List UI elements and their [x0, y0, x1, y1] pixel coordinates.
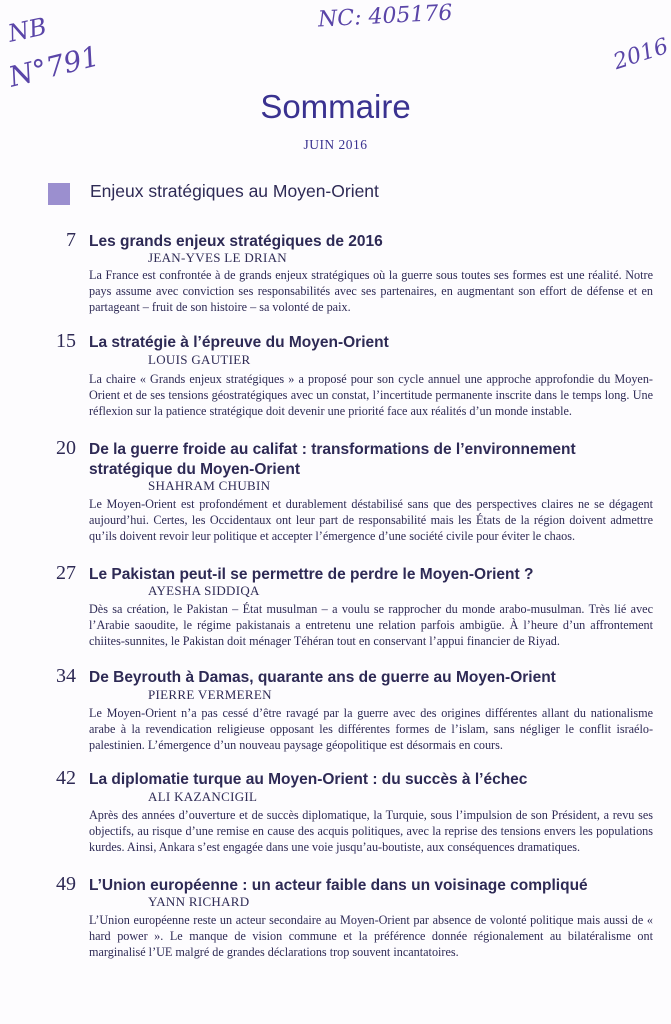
entry-title[interactable]: L’Union européenne : un acteur faible dans un voisinage compliqué — [89, 877, 588, 894]
page-title: Sommaire — [260, 88, 411, 125]
entry-page-number: 49 — [56, 873, 76, 895]
entry-page-number: 27 — [56, 562, 76, 584]
entry-title[interactable]: Le Pakistan peut-il se permettre de perdre le Moyen-Orient ? — [89, 566, 534, 583]
entry-page-number: 42 — [56, 767, 76, 789]
entry-abstract: Après des années d’ouverture et de succès diplomatique, la Turquie, sous l’impulsion de son Président, a revu ses objectifs, au risque d’une remise en cause des acquis politiques, avec la reprise des tensions envers les populations kurdes. Ainsi, Ankara s’est engagée dans une voie jusqu’au-boutiste, aux conséquences dramatiques. — [89, 808, 653, 854]
entry-title[interactable]: La diplomatie turque au Moyen-Orient : du succès à l’échec — [89, 771, 528, 788]
entry-title[interactable]: De Beyrouth à Damas, quarante ans de guerre au Moyen-Orient — [89, 669, 556, 686]
entry-author: SHAHRAM CHUBIN — [148, 478, 271, 493]
section-marker-square — [48, 183, 70, 205]
entry-author: ALI KAZANCIGIL — [148, 789, 258, 804]
handwritten-note-year: 2016 — [610, 33, 671, 76]
entry-author: PIERRE VERMEREN — [148, 687, 272, 702]
handwritten-note-nb: NB — [5, 12, 50, 48]
entry-abstract: Le Moyen-Orient est profondément et durablement déstabilisé sans que des perspectives claires ne se dégagent aujourd’hui. Certes, les Occidentaux ont leur part de responsabilité mais les États de la région doivent admettre qu’ils doivent revoir leur politique et accepter l’émergence d’une société civile pour éviter le chaos. — [89, 497, 653, 543]
entry-abstract: La France est confrontée à de grands enjeux stratégiques où la guerre sous toutes ses formes est une réalité. Notre pays assume avec conviction ses responsabilités avec ses partenaires, en augmentant son effort de défense et en partageant – fruit de son histoire – sa volonté de paix. — [89, 268, 653, 314]
entry-abstract: L’Union européenne reste un acteur secondaire au Moyen-Orient par absence de volonté politique mais aussi de « hard power ». Le manque de vision commune et la préférence donnée régionalement au bilatéralisme ont marginalisé l’UE malgré de grandes déclarations trop souvent incantatoires. — [89, 913, 653, 959]
entry-abstract: Le Moyen-Orient n’a pas cessé d’être ravagé par la guerre avec des origines différentes allant du nationalisme arabe à la revendication religieuse opposant les différentes formes de l’islam, sans négliger le conflit israélo-palestinien. L’émergence d’un nouveau paysage géopolitique est désormais en cours. — [89, 706, 653, 752]
entry-author: AYESHA SIDDIQA — [148, 583, 260, 598]
entry-page-number: 34 — [56, 665, 76, 687]
entry-title[interactable]: Les grands enjeux stratégiques de 2016 — [89, 233, 383, 250]
entry-author: JEAN-YVES LE DRIAN — [148, 250, 287, 265]
issue-date: JUIN 2016 — [303, 137, 368, 152]
entry-title[interactable]: De la guerre froide au califat : transformations de l’environnement stratégique du Moyen-Orient — [89, 441, 576, 478]
handwritten-note-nc: NC: 405176 — [317, 0, 454, 33]
entry-page-number: 20 — [56, 437, 76, 459]
entry-abstract: Dès sa création, le Pakistan – État musulman – a voulu se rapprocher du monde arabo-musulman. Très lié avec l’Arabie saoudite, le régime pakistanais a entretenu une relation parfois ambigüe. À l’heure d’un affrontement chiites-sunnites, le Pakistan doit ménager Téhéran tout en conservant l’appui financier de Riyad. — [89, 602, 653, 648]
section-title: Enjeux stratégiques au Moyen-Orient — [90, 181, 379, 201]
entry-author: YANN RICHARD — [148, 894, 250, 909]
entry-page-number: 7 — [66, 229, 76, 251]
entry-page-number: 15 — [56, 330, 76, 352]
entry-title[interactable]: La stratégie à l’épreuve du Moyen-Orient — [89, 334, 389, 351]
entry-author: LOUIS GAUTIER — [148, 352, 251, 367]
entry-abstract: La chaire « Grands enjeux stratégiques » a proposé pour son cycle annuel une approche approfondie du Moyen-Orient et de ses tensions géostratégiques avec un constat, l’incertitude permanente inscrite dans le temps long. Une réflexion sur la patience stratégique doit devenir une priorité face aux réalités d’un monde instable. — [89, 372, 653, 418]
handwritten-note-number: N°791 — [5, 39, 103, 94]
